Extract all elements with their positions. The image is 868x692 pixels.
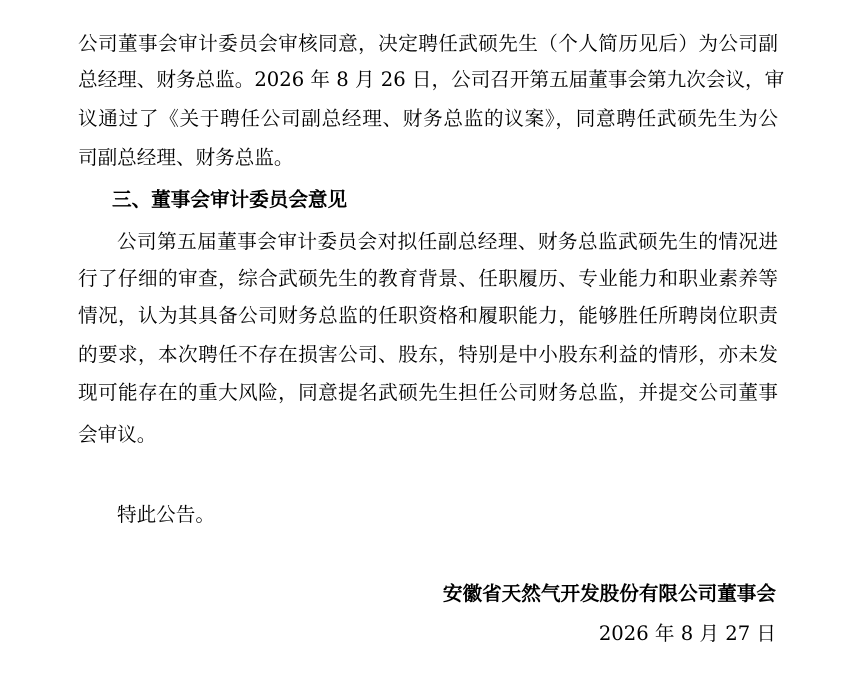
- paragraph-line: 会审议。: [78, 423, 157, 446]
- signature-organization: 安徽省天然气开发股份有限公司董事会: [442, 582, 776, 605]
- closing-text: 特此公告。: [117, 503, 215, 526]
- section-heading: 三、董事会审计委员会意见: [112, 188, 348, 211]
- paragraph-line: 总经理、财务总监。2026 年 8 月 26 日，公司召开第五届董事会第九次会议，审: [78, 68, 785, 91]
- paragraph-line: 行了仔细的审查，综合武硕先生的教育背景、任职履历、专业能力和职业素养等: [78, 267, 778, 290]
- paragraph-line: 情况，认为其具备公司财务总监的任职资格和履职能力，能够胜任所聘岗位职责: [78, 304, 778, 327]
- paragraph-line: 司副总经理、财务总监。: [78, 146, 294, 169]
- paragraph-line: 的要求，本次聘任不存在损害公司、股东，特别是中小股东利益的情形，亦未发: [78, 343, 778, 366]
- paragraph-line: 现可能存在的重大风险，同意提名武硕先生担任公司财务总监，并提交公司董事: [78, 381, 778, 404]
- paragraph-line: 公司第五届董事会审计委员会对拟任副总经理、财务总监武硕先生的情况进: [117, 230, 778, 253]
- paragraph-line: 公司董事会审计委员会审核同意，决定聘任武硕先生（个人简历见后）为公司副: [78, 32, 778, 55]
- paragraph-line: 议通过了《关于聘任公司副总经理、财务总监的议案》，同意聘任武硕先生为公: [78, 107, 778, 130]
- signature-date: 2026 年 8 月 27 日: [598, 622, 776, 645]
